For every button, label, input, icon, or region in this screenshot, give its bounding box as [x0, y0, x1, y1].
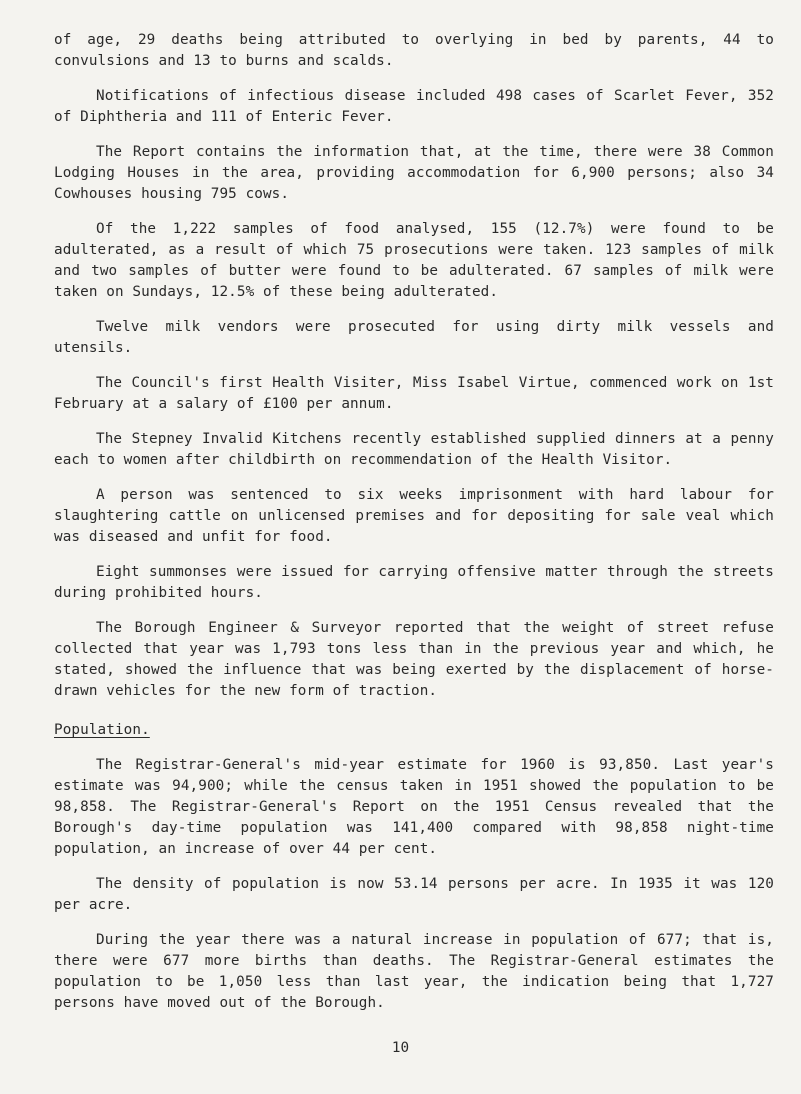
paragraph-food-samples: Of the 1,222 samples of food analysed, 155 (12.7%) were found to be adulterated, as a result of which 75 prosecutions were taken. 123 samples of milk and two samples of butter were found to be adulterated. 67 samples of milk were taken on Sundays, 12.5% of these being adulterated.	[54, 221, 774, 300]
paragraph-slaughtering: A person was sentenced to six weeks imprisonment with hard labour for slaughtering cattle on unlicensed premises and for depositing for sale veal which was diseased and unfit for food.	[54, 487, 774, 545]
paragraph-continuation: of age, 29 deaths being attributed to overlying in bed by parents, 44 to convulsions and 13 to burns and scalds.	[54, 32, 774, 69]
section-heading-population: Population.	[54, 722, 150, 738]
document-page	[54, 30, 774, 1028]
paragraph-health-visitor: The Council's first Health Visiter, Miss Isabel Virtue, commenced work on 1st February at a salary of £100 per annum.	[54, 375, 774, 412]
paragraph-invalid-kitchens: The Stepney Invalid Kitchens recently established supplied dinners at a penny each to women after childbirth on recommendation of the Health Visitor.	[54, 431, 774, 468]
paragraph-infectious-disease: Notifications of infectious disease included 498 cases of Scarlet Fever, 352 of Diphtheria and 111 of Enteric Fever.	[54, 88, 774, 125]
paragraph-street-refuse: The Borough Engineer & Surveyor reported that the weight of street refuse collected that year was 1,793 tons less than in the previous year and which, he stated, showed the influence that was being exerted by the displacement of horse-drawn vehicles for the new form of traction.	[54, 620, 774, 699]
paragraph-natural-increase: During the year there was a natural increase in population of 677; that is, there were 677 more births than deaths. The Registrar-General estimates the population to be 1,050 less than last year, the indication being that 1,727 persons have moved out of the Borough.	[54, 932, 774, 1011]
paragraph-milk-vendors: Twelve milk vendors were prosecuted for using dirty milk vessels and utensils.	[54, 319, 774, 356]
paragraph-population-estimate: The Registrar-General's mid-year estimate for 1960 is 93,850. Last year's estimate was 94,900; while the census taken in 1951 showed the population to be 98,858. The Registrar-General's Report on the 1951 Census revealed that the Borough's day-time population was 141,400 compared with 98,858 night-time population, an increase of over 44 per cent.	[54, 757, 774, 857]
paragraph-summonses: Eight summonses were issued for carrying offensive matter through the streets during prohibited hours.	[54, 564, 774, 601]
paragraph-lodging-houses: The Report contains the information that, at the time, there were 38 Common Lodging Houses in the area, providing accommodation for 6,900 persons; also 34 Cowhouses housing 795 cows.	[54, 144, 774, 202]
paragraph-population-density: The density of population is now 53.14 persons per acre. In 1935 it was 120 per acre.	[54, 876, 774, 913]
page-number: 10	[391, 1040, 410, 1056]
